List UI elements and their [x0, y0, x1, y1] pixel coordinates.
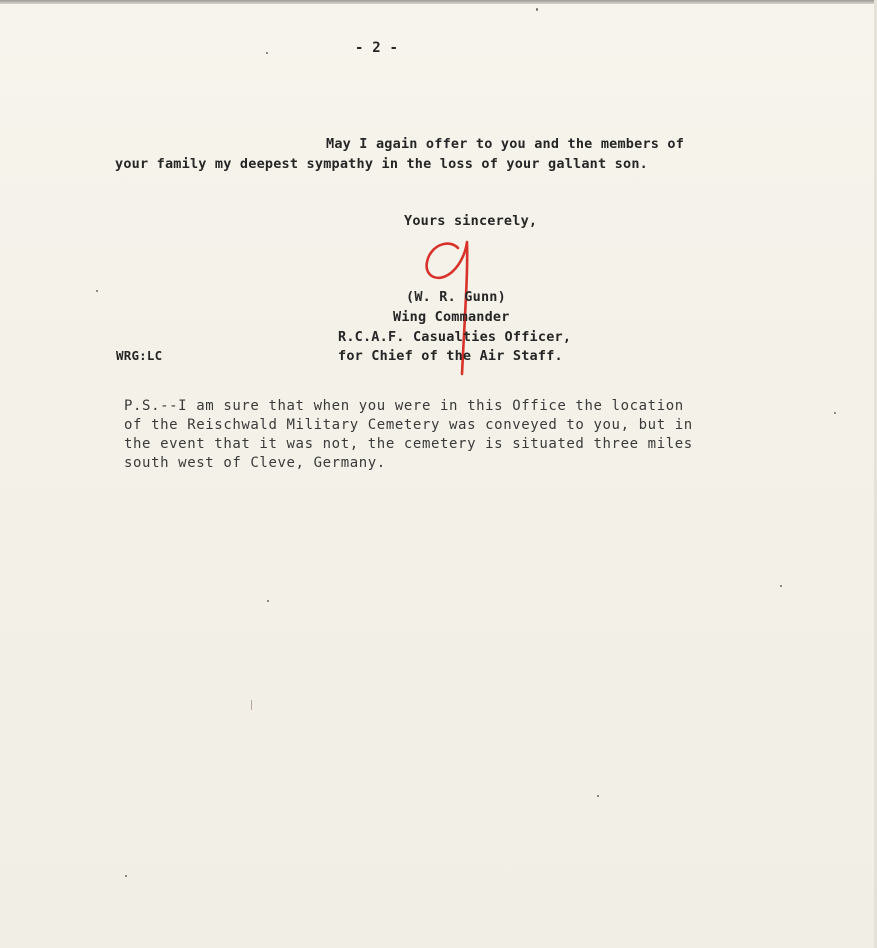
paper-speck	[96, 290, 98, 292]
postscript-line-3: the event that it was not, the cemetery is situated three miles	[124, 436, 693, 452]
postscript-line-1: P.S.--I am sure that when you were in this Office the location	[124, 398, 684, 414]
paper-speck	[834, 412, 836, 414]
closing-paragraph-line-2: your family my deepest sympathy in the loss of your gallant son.	[115, 156, 648, 172]
page-top-edge	[0, 0, 877, 4]
paper-speck	[125, 875, 127, 877]
signatory-rank: Wing Commander	[393, 309, 510, 325]
postscript-line-2: of the Reischwald Military Cemetery was conveyed to you, but in	[124, 417, 693, 433]
postscript-line-4: south west of Cleve, Germany.	[124, 455, 386, 471]
signatory-for-line: for Chief of the Air Staff.	[338, 348, 563, 364]
valediction: Yours sincerely,	[404, 213, 538, 229]
reference-initials: WRG:LC	[116, 348, 163, 363]
paper-speck	[597, 795, 599, 797]
paper-speck	[536, 8, 538, 11]
signatory-name: (W. R. Gunn)	[406, 289, 506, 305]
closing-paragraph-line-1: May I again offer to you and the members of	[326, 136, 685, 152]
page-number: - 2 -	[355, 40, 399, 56]
paper-speck	[780, 585, 782, 587]
paper-speck	[266, 52, 268, 54]
paper-speck	[267, 600, 269, 602]
signatory-position: R.C.A.F. Casualties Officer,	[338, 329, 572, 345]
paper-scratch	[251, 700, 252, 710]
